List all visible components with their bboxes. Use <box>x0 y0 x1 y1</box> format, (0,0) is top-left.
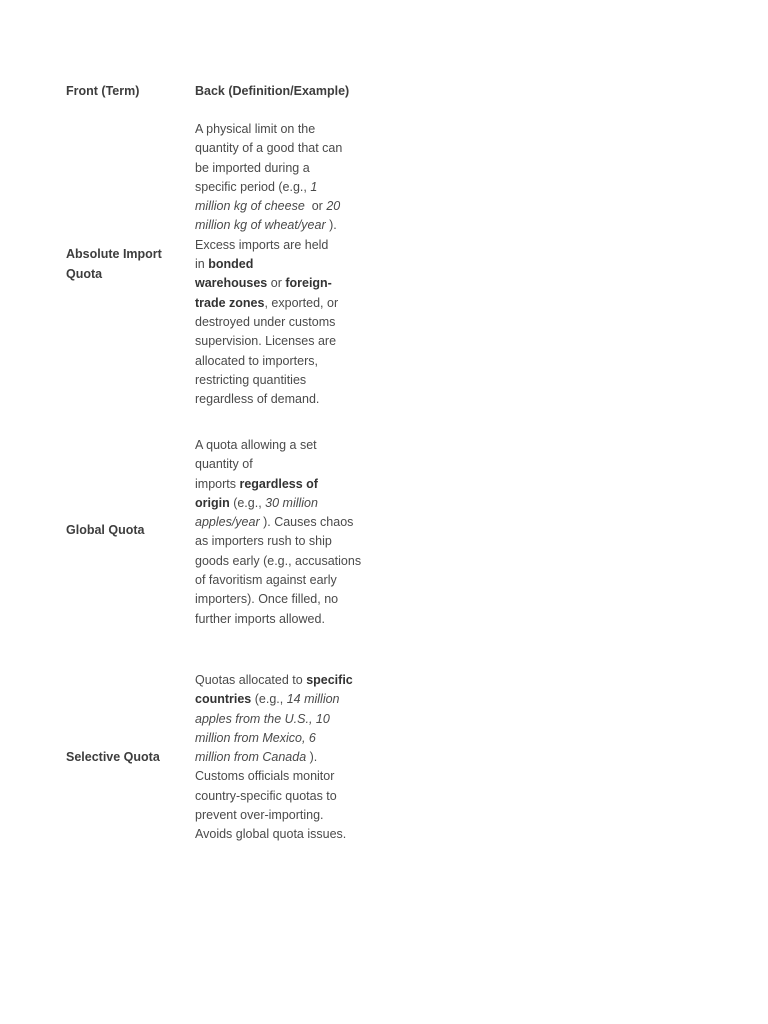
definition-line <box>195 274 359 293</box>
definition-line <box>195 513 359 532</box>
definition-line <box>195 825 359 844</box>
definition-line <box>195 767 359 786</box>
definition-line <box>195 436 359 455</box>
definition-line <box>195 494 359 513</box>
definition-text: in <box>195 257 209 272</box>
definition-text: (e.g., <box>229 495 266 510</box>
definition-line <box>195 120 359 139</box>
definition-text: ). <box>325 218 337 233</box>
example-text: million from Canada <box>195 750 307 765</box>
key-term: warehouses <box>195 276 268 291</box>
definition-line <box>195 197 359 216</box>
definition-global-quota <box>195 436 362 629</box>
definition-text: prevent over-importing. <box>195 808 324 823</box>
column-header-back: Back (Definition/Example) <box>195 84 350 98</box>
definition-line <box>195 690 359 709</box>
definition-text: country-specific quotas to <box>195 788 337 803</box>
column-header-front: Front (Term) <box>66 84 140 98</box>
definition-absolute-import-quota <box>195 120 359 409</box>
definition-text: further imports allowed. <box>195 611 325 626</box>
example-text: 20 <box>326 199 341 214</box>
definition-text: Customs officials monitor <box>195 769 335 784</box>
key-term: countries <box>195 692 252 707</box>
example-text: 14 million <box>286 692 340 707</box>
definition-text: allocated to importers, <box>195 353 318 368</box>
definition-selective-quota <box>195 671 359 845</box>
example-text: million kg of cheese <box>195 199 305 214</box>
term-absolute-import-quota: Absolute Import Quota <box>66 247 162 281</box>
term-selective-quota: Selective Quota <box>66 750 160 764</box>
definition-text: quantity of <box>195 457 253 472</box>
key-term: regardless of <box>239 476 318 491</box>
definition-text: ). Causes chaos <box>259 515 354 530</box>
key-term: trade zones <box>195 295 265 310</box>
definition-text: regardless of demand. <box>195 392 320 407</box>
key-term: foreign- <box>285 276 332 291</box>
key-term: specific <box>306 673 353 687</box>
definition-text: supervision. Licenses are <box>195 334 337 349</box>
definition-text: quantity of a good that can <box>195 141 343 156</box>
term-global-quota: Global Quota <box>66 523 145 537</box>
definition-line <box>195 390 359 409</box>
definition-line <box>195 255 359 274</box>
definition-text: as importers rush to ship <box>195 534 332 549</box>
definition-line <box>195 178 359 197</box>
key-term: bonded <box>208 257 254 272</box>
example-text: million from Mexico, 6 <box>195 730 316 745</box>
definition-text: goods early (e.g., accusations <box>195 553 362 568</box>
definition-line <box>195 671 359 690</box>
definition-line <box>195 236 359 255</box>
definition-line <box>195 710 359 729</box>
definition-line <box>195 729 359 748</box>
definition-text: A physical limit on the <box>195 122 316 136</box>
definition-line <box>195 552 362 571</box>
definition-text: Quotas allocated to <box>195 673 307 687</box>
example-text: 30 million <box>265 495 318 510</box>
definition-text: or <box>267 276 286 291</box>
definition-line <box>195 532 359 551</box>
definition-line <box>195 313 359 332</box>
example-text: apples/year <box>195 515 260 530</box>
definition-line <box>195 294 359 313</box>
definition-text: specific period (e.g., <box>195 179 311 194</box>
definition-text: or <box>304 199 327 214</box>
definition-line <box>195 475 359 494</box>
example-text: 1 <box>310 179 318 194</box>
definition-line <box>195 216 359 235</box>
definition-line <box>195 787 359 806</box>
definition-text: imports <box>195 476 240 491</box>
definition-line <box>195 590 359 609</box>
definition-line <box>195 332 359 351</box>
definition-text: be imported during a <box>195 160 310 175</box>
example-text: million kg of wheat/year <box>195 218 326 233</box>
definition-text: restricting quantities <box>195 372 307 387</box>
definition-line <box>195 748 359 767</box>
definition-text: ). <box>306 750 318 765</box>
definition-line <box>195 610 359 629</box>
definition-text: A quota allowing a set <box>195 438 317 452</box>
definition-text: Excess imports are held <box>195 237 329 252</box>
definition-line <box>195 139 359 158</box>
definition-text: destroyed under customs <box>195 314 336 329</box>
definition-line <box>195 159 359 178</box>
key-term: origin <box>195 495 230 510</box>
definition-line <box>195 352 359 371</box>
definition-line <box>195 371 359 390</box>
definition-text: of favoritism against early <box>195 573 337 588</box>
definition-line <box>195 455 359 474</box>
definition-text: Avoids global quota issues. <box>195 827 347 842</box>
example-text: apples from the U.S., 10 <box>195 711 330 726</box>
definition-line <box>195 806 359 825</box>
definition-line <box>195 571 359 590</box>
definition-text: , exported, or <box>264 295 339 310</box>
definition-text: importers). Once filled, no <box>195 592 339 607</box>
definition-text: (e.g., <box>251 692 287 707</box>
